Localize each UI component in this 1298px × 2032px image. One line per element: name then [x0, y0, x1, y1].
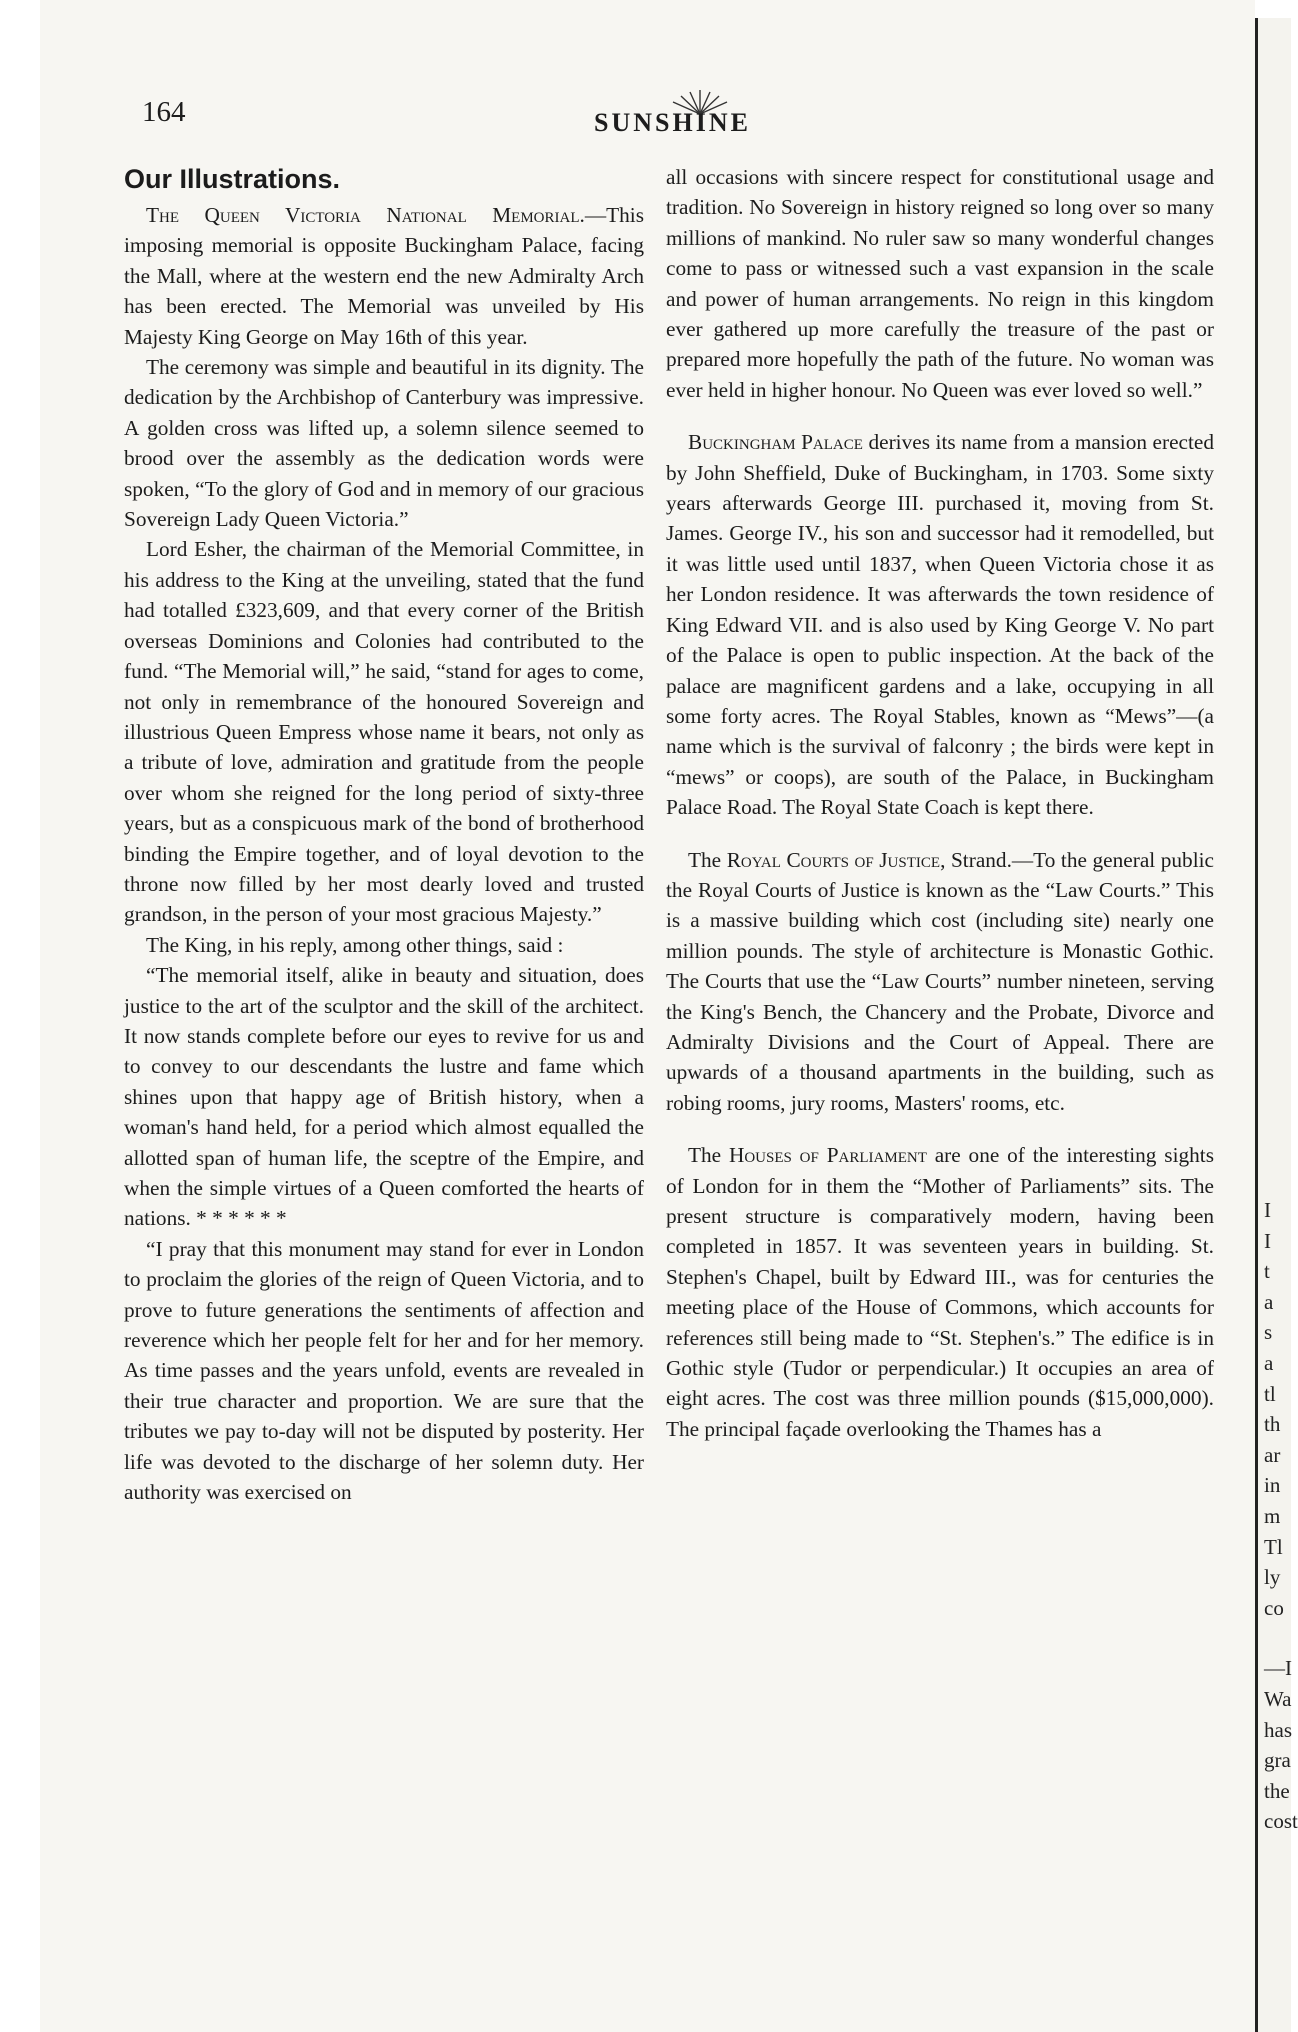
- fragment-line: Tl: [1264, 1534, 1283, 1559]
- page-number: 164: [142, 96, 186, 128]
- parliament-body: are one of the interesting sights of London for in them the “Mother of Parliaments” sits. The present structure is comparatively modern, having been completed in 1857. It was seventeen years in building. St. Stephen's Chapel, built by Edward III., was for centuries the meeting place of the House of Commons, which accounts for references still being made to “St. Stephen's.” The edifice is in Gothic style (Tudor or perpendicular.) It occupies an area of eight acres. The cost was three million pounds ($15,000,000). The principal façade overlooking the Thames has a: [666, 1143, 1215, 1441]
- fragment-line: t: [1264, 1259, 1270, 1284]
- parliament-lead: Houses of Parliament: [728, 1143, 927, 1168]
- fragment-line: tl: [1264, 1381, 1276, 1406]
- parliament-pre: The: [688, 1143, 729, 1168]
- buckingham-body: derives its name from a mansion erected by John Sheffield, Duke of Buckingham, in 1703. Some sixty years afterwards George III. purchased it, moving from St. James. George IV., his son and successor had it remodelled, but it was little used until 1837, when Queen Victoria chose it as her London residence. It was afterwards the town residence of King Edward VII. and is also used by King George V. No part of the Palace is open to public inspection. At the back of the palace are magnificent gardens and a lake, occupying in all some forty acres. The Royal Stables, known as “Mews”—(a name which is the survival of falconry ; the birds were kept in “mews” or coops), are south of the Palace, in Buckingham Palace Road. The Royal State Coach is kept there.: [666, 430, 1215, 820]
- fragment-line: ly: [1264, 1565, 1281, 1590]
- memorial-quote-paragraph: “The memorial itself, alike in beauty and situation, does justice to the art of the sculptor and the skill of the architect. It now stands complete before our eyes to revive for us and to convey to our descendants the lustre and fame which shines upon that happy age of British history, when a woman's hand held, for a period which almost equalled the allotted span of human life, the sceptre of the Empire, and when the simple virtues of a Queen comforted the hearts of nations. * * * * * *: [124, 963, 644, 1231]
- fragment-line: a: [1264, 1350, 1274, 1375]
- esher-paragraph: Lord Esher, the chairman of the Memorial Committee, in his address to the King at the unveiling, stated that the fund had totalled £323,609, and that every corner of the British overseas Dominions and Colonies had contributed to the fund. “The Memorial will,” he said, “stand for ages to come, not only in remembrance of the honoured Sovereign and illustrious Queen Empress whose name it bears, not only as a tribute of love, admiration and gratitude from the people over whom she reigned for the long period of sixty-three years, but as a conspicuous mark of the bond of brotherhood binding the Empire together, and of loyal devotion to the throne now filled by her most dearly loved and trusted grandson, in the person of your most gracious Majesty.”: [124, 537, 644, 927]
- courts-body: , Strand.—To the general public the Royal Courts of Justice is known as the “Law Courts.” This is a massive building which cost (including site) nearly one million pounds. The style of architecture is Monastic Gothic. The Courts that use the “Law Courts” number nineteen, serving the King's Bench, the Chancery and the Probate, Divorce and Admiralty Divisions and the Court of Appeal. There are upwards of a thousand apartments in the building, such as robing rooms, jury rooms, Masters' rooms, etc.: [666, 847, 1214, 1115]
- left-column: [124, 162, 644, 1507]
- parliament-paragraph: [666, 1140, 1214, 1444]
- fragment-line: —I: [1264, 1656, 1292, 1681]
- fragment-line: th: [1264, 1412, 1281, 1437]
- king-reply-paragraph: The King, in his reply, among other things, said :: [146, 932, 564, 957]
- fragment-line: s: [1264, 1320, 1273, 1345]
- fragment-line: a: [1264, 1289, 1274, 1314]
- fragment-line: in: [1264, 1473, 1281, 1498]
- fragment-line: Wa: [1264, 1686, 1292, 1711]
- buckingham-paragraph: [666, 427, 1214, 822]
- fragment-line: cost: [1264, 1809, 1298, 1834]
- fragment-line: gra: [1264, 1748, 1291, 1773]
- memorial-lead: The Queen Victoria National Memorial.: [146, 203, 585, 227]
- fragment-line: I: [1264, 1228, 1271, 1253]
- fragment-line: the: [1264, 1778, 1290, 1803]
- continued-paragraph: all occasions with sincere respect for constitutional usage and tradition. No Sovereign in history reigned so long over so many millions of mankind. No ruler saw so many wonderful changes come to pass or witnessed such a vast expansion in the scale and power of human arrangements. No reign in this kingdom ever gathered up more carefully the treasure of the past or prepared more hopefully the path of the future. No woman was ever held in higher honour. No Queen was ever loved so well.”: [666, 165, 1214, 402]
- fragment-line: I: [1264, 1198, 1271, 1222]
- fragment-line: has: [1264, 1717, 1292, 1742]
- buckingham-lead: Buckingham Palace: [688, 430, 863, 455]
- fragment-line: m: [1264, 1503, 1281, 1528]
- fragment-line: ar: [1264, 1442, 1281, 1467]
- ceremony-paragraph: The ceremony was simple and beautiful in its dignity. The dedication by the Archbishop of Canterbury was impressive. A golden cross was lifted up, a solemn silence seemed to brood over the assembly as the dedication words were spoken, “To the glory of God and in memory of our gracious Sovereign Lady Queen Victoria.”: [124, 355, 644, 532]
- next-page-fragments: [1264, 1195, 1298, 1837]
- magazine-title: SUNSHINE: [594, 108, 751, 137]
- fragment-line: [1264, 1623, 1298, 1653]
- fragment-line: co: [1264, 1595, 1284, 1620]
- memorial-paragraph: [124, 200, 644, 352]
- courts-paragraph: [666, 845, 1214, 1119]
- courts-lead: Royal Courts of Justice: [726, 847, 941, 872]
- courts-pre: The: [688, 847, 727, 872]
- prayer-paragraph: “I pray that this monument may stand for ever in London to proclaim the glories of the reign of Queen Victoria, and to prove to future generations the sentiments of affection and reverence which her people felt for her and for her memory. As time passes and the years unfold, events are revealed in their true character and proportion. We are sure that the tributes we pay to-day will not be disputed by posterity. Her life was devoted to the discharge of her solemn duty. Her authority was exercised on: [124, 1236, 644, 1505]
- section-heading: Our Illustrations.: [124, 164, 341, 194]
- right-column: [666, 162, 1214, 1444]
- memorial-body: —This imposing memorial is opposite Buckingham Palace, facing the Mall, where at the western end the new Admiralty Arch has been erected. The Memorial was unveiled by His Majesty King George on May 16th of this year.: [124, 203, 644, 349]
